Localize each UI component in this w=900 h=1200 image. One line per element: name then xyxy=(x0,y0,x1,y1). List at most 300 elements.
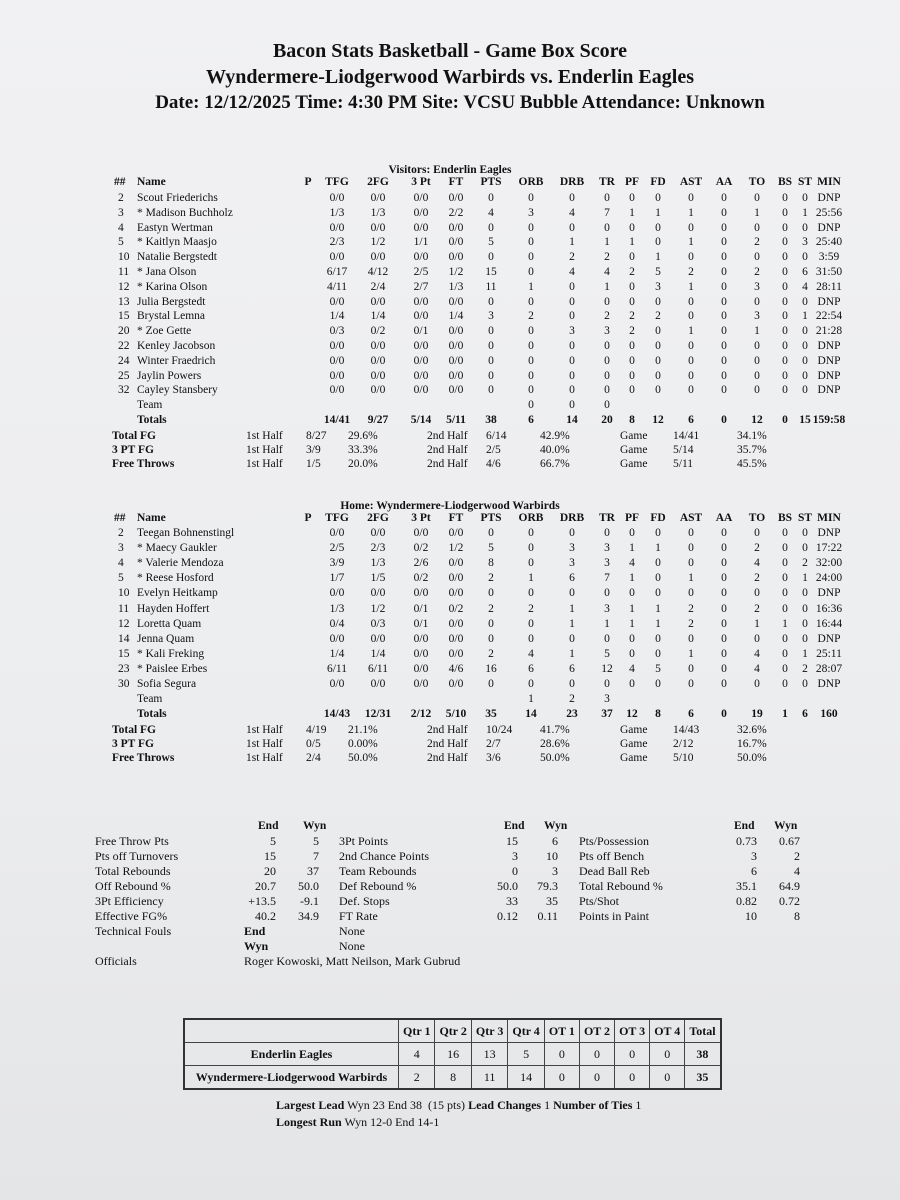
player-row xyxy=(0,542,900,556)
stat-cell: 2/5 xyxy=(413,266,429,278)
stat-cell: 1 xyxy=(655,542,661,555)
quarter-score: 2 xyxy=(399,1066,435,1090)
half-value: 1st Half xyxy=(246,724,283,737)
player-row xyxy=(0,648,900,662)
stat-cell: 0/0 xyxy=(413,354,429,367)
stat-cell: 0 xyxy=(488,527,494,539)
half-value: 10/24 xyxy=(486,724,513,737)
total-cell: 2/12 xyxy=(410,708,432,721)
stat-end: 3 xyxy=(512,849,518,863)
stat-cell: 0/2 xyxy=(448,602,464,615)
player-name: Cayley Stansbery xyxy=(137,384,218,397)
col-header: AST xyxy=(679,512,703,524)
report-title: Bacon Stats Basketball - Game Box Score xyxy=(272,40,628,62)
stat-cell: 0/0 xyxy=(413,647,429,660)
total-cell: 37 xyxy=(601,708,613,721)
stat-cell: 0 xyxy=(688,369,694,382)
total-cell: 12 xyxy=(652,414,664,426)
stat-cell: 8 xyxy=(488,557,494,570)
quarter-score-table xyxy=(183,1018,722,1090)
stat-cell: 0 xyxy=(629,340,635,352)
stat-cell: 1 xyxy=(569,647,575,660)
stat-cell: 0/0 xyxy=(329,384,345,397)
half-value: 20.0% xyxy=(348,458,378,470)
stat-cell: 0 xyxy=(604,384,610,397)
stat-cell: 0 xyxy=(528,399,534,412)
stat-wyn: 0.67 xyxy=(779,834,800,848)
stat-cell: 0 xyxy=(528,221,534,234)
stat-cell: 0 xyxy=(604,221,610,234)
player-number: 4 xyxy=(118,221,124,234)
stat-cell: 0 xyxy=(655,384,661,397)
quarter-row-wyndermere xyxy=(184,1066,721,1090)
stat-cell: 0/0 xyxy=(370,295,386,308)
stat-cell: 0/0 xyxy=(370,221,386,234)
col-header: P xyxy=(304,512,312,524)
stat-cell: DNP xyxy=(817,354,841,367)
stat-cell: 0/0 xyxy=(370,678,386,690)
half-value: 2nd Half xyxy=(427,752,468,765)
stat-cell: 0 xyxy=(569,587,575,600)
col-header: TFG xyxy=(325,512,349,524)
stat-cell: 6 xyxy=(569,662,575,675)
half-value: 1st Half xyxy=(246,738,283,751)
stat-cell: 2/3 xyxy=(370,542,386,555)
stat-cell: 0/0 xyxy=(413,632,429,645)
stat-cell: 0 xyxy=(629,632,635,645)
stat-cell: 0 xyxy=(754,295,760,308)
player-row xyxy=(0,207,900,221)
largest-lead-label: Largest Lead xyxy=(276,1098,345,1112)
stat-cell: 0 xyxy=(528,557,534,570)
wyn-header: Wyn xyxy=(774,820,798,832)
stat-cell: 0 xyxy=(688,527,694,539)
stat-cell: 0 xyxy=(655,236,661,249)
stat-cell: 1 xyxy=(629,602,635,615)
col-header: 3 Pt xyxy=(411,512,431,524)
stat-cell: 0 xyxy=(688,221,694,234)
stat-cell: 0 xyxy=(569,354,575,367)
stat-cell: 0/2 xyxy=(413,542,429,555)
player-row xyxy=(0,618,900,632)
stat-cell: 0/0 xyxy=(413,192,429,204)
col-header: PTS xyxy=(480,512,502,524)
stat-cell: 3 xyxy=(569,557,575,570)
stat-cell: 0 xyxy=(802,602,808,615)
stat-cell: 5 xyxy=(604,647,610,660)
stat-cell: 1 xyxy=(782,617,788,630)
stat-cell: 1/1 xyxy=(413,236,429,249)
stat-cell: 0 xyxy=(688,310,694,323)
stat-cell: 5 xyxy=(488,542,494,555)
col-header: AA xyxy=(715,512,733,524)
stat-label: Total Rebound % xyxy=(579,879,663,893)
stat-cell: 0 xyxy=(604,632,610,645)
stat-cell: 2 xyxy=(629,266,635,278)
stat-cell: 17:22 xyxy=(815,542,843,555)
stat-cell: 1 xyxy=(754,617,760,630)
stat-cell: 0/0 xyxy=(329,354,345,367)
stat-label: Pts/Shot xyxy=(579,894,620,908)
stat-cell: 0 xyxy=(782,221,788,234)
stat-cell: 0 xyxy=(488,384,494,397)
team-stat-row xyxy=(0,834,900,848)
stat-cell: 0 xyxy=(802,632,808,645)
stat-cell: 0 xyxy=(604,295,610,308)
player-number: 11 xyxy=(118,602,130,615)
stat-wyn: 7 xyxy=(313,849,319,863)
stat-cell: 3:59 xyxy=(818,251,840,264)
stat-cell: 0/0 xyxy=(370,192,386,204)
stat-cell: 0 xyxy=(802,325,808,338)
stat-cell: 1 xyxy=(604,617,610,630)
half-value: 2/5 xyxy=(486,444,501,456)
col-header: ORB xyxy=(518,512,544,524)
stat-cell: 0/2 xyxy=(370,325,386,338)
player-number: 23 xyxy=(118,662,130,675)
player-number: 12 xyxy=(118,280,130,293)
total-cell: 6 xyxy=(688,708,694,721)
stat-cell: 1/4 xyxy=(329,647,345,660)
col-header: ST xyxy=(797,176,813,188)
stat-cell: 0 xyxy=(655,557,661,570)
half-value: 28.6% xyxy=(540,738,570,751)
stat-cell: 1 xyxy=(754,206,760,219)
stat-cell: 0/0 xyxy=(413,662,429,675)
stat-cell: 0 xyxy=(488,678,494,690)
stat-cell: 1 xyxy=(688,206,694,219)
team-stats-header xyxy=(0,820,900,834)
stat-cell: 0 xyxy=(721,602,727,615)
stat-cell: 0/0 xyxy=(329,527,345,539)
technical-label: Technical Fouls xyxy=(95,924,172,938)
stat-cell: 1/2 xyxy=(370,236,386,249)
stat-cell: 0 xyxy=(528,192,534,204)
quarter-header-row xyxy=(184,1019,721,1043)
total-cell: 23 xyxy=(566,708,578,721)
stat-cell: 0 xyxy=(655,369,661,382)
technical-value: None xyxy=(339,939,365,953)
stat-cell: 1 xyxy=(604,280,610,293)
stat-cell: 2 xyxy=(688,617,694,630)
longest-run-label: Longest Run xyxy=(276,1115,342,1129)
stat-cell: 0/0 xyxy=(413,384,429,397)
stat-cell: 0 xyxy=(782,527,788,539)
stat-cell: 0/0 xyxy=(413,206,429,219)
stat-cell: 0/0 xyxy=(448,354,464,367)
stat-cell: 2 xyxy=(802,662,808,675)
half-value: 2nd Half xyxy=(427,738,468,751)
stat-cell: 0 xyxy=(802,192,808,204)
stat-cell: 0 xyxy=(488,354,494,367)
stat-cell: 0 xyxy=(721,542,727,555)
stat-cell: 0/0 xyxy=(448,587,464,600)
player-row xyxy=(0,192,900,206)
qtr-header: OT 4 xyxy=(650,1019,685,1043)
stat-cell: 0 xyxy=(569,632,575,645)
stat-cell: 0 xyxy=(655,572,661,585)
player-number: 10 xyxy=(118,251,130,264)
stat-wyn: 6 xyxy=(552,834,558,848)
stat-cell: 0/0 xyxy=(370,384,386,397)
stat-cell: 0 xyxy=(629,647,635,660)
stat-cell: 7 xyxy=(604,572,610,585)
stat-cell: 0 xyxy=(754,678,760,690)
stat-cell: 1 xyxy=(528,572,534,585)
ties-value: 1 xyxy=(635,1098,642,1112)
stat-cell: 1 xyxy=(528,693,534,706)
stat-cell: 0 xyxy=(721,325,727,338)
stat-cell: 0/0 xyxy=(329,587,345,600)
stat-wyn: 3 xyxy=(552,864,558,878)
qtr-header: OT 2 xyxy=(579,1019,614,1043)
col-header: 2FG xyxy=(367,512,389,524)
stat-cell: 0 xyxy=(604,369,610,382)
stat-cell: 1/7 xyxy=(329,572,345,585)
stat-end: 15 xyxy=(506,834,518,848)
lead-changes-value: 1 xyxy=(544,1098,551,1112)
stat-cell: 0/1 xyxy=(413,325,429,338)
total-cell: 8 xyxy=(629,414,635,426)
stat-cell: 0 xyxy=(528,340,534,352)
stat-cell: 0 xyxy=(802,527,808,539)
player-number: 3 xyxy=(118,542,124,555)
stat-label: 3Pt Efficiency xyxy=(95,894,164,908)
team-label: Team xyxy=(137,693,163,706)
half-value: 3/9 xyxy=(306,444,321,456)
stat-cell: 0 xyxy=(688,662,694,675)
stat-cell: 0/0 xyxy=(370,369,386,382)
stat-cell: 0 xyxy=(488,340,494,352)
player-number: 25 xyxy=(118,369,130,382)
player-name: Julia Bergstedt xyxy=(137,295,206,308)
stat-label: 2nd Chance Points xyxy=(339,849,429,863)
stat-cell: 0/0 xyxy=(329,192,345,204)
stat-cell: 3 xyxy=(569,542,575,555)
player-row xyxy=(0,633,900,647)
col-header: TR xyxy=(599,176,615,188)
stat-cell: 28:07 xyxy=(815,662,843,675)
quarter-score: 8 xyxy=(435,1066,471,1090)
stat-cell: 0 xyxy=(488,587,494,600)
stat-wyn: 0.72 xyxy=(779,894,800,908)
stat-cell: 1/4 xyxy=(370,310,386,323)
stat-cell: 0/0 xyxy=(329,632,345,645)
stat-cell: 0 xyxy=(655,221,661,234)
player-row xyxy=(0,370,900,384)
stat-cell: 31:50 xyxy=(815,266,843,278)
stat-cell: 1/4 xyxy=(448,310,464,323)
stat-cell: 2 xyxy=(488,602,494,615)
col-header: P xyxy=(304,176,312,188)
stat-end: 20 xyxy=(264,864,276,878)
stat-cell: 2 xyxy=(569,251,575,264)
stat-cell: 0 xyxy=(721,354,727,367)
quarter-score: 4 xyxy=(399,1043,435,1066)
half-value: Game xyxy=(620,458,648,470)
half-value: 1/5 xyxy=(306,458,321,470)
player-name: Teegan Bohnenstingl xyxy=(137,527,235,539)
stat-cell: 0 xyxy=(569,280,575,293)
col-header: TO xyxy=(748,176,766,188)
col-header: FD xyxy=(650,176,666,188)
stat-cell: 12 xyxy=(601,662,613,675)
stat-cell: 0 xyxy=(721,221,727,234)
stat-cell: 1 xyxy=(569,602,575,615)
stat-cell: 0 xyxy=(754,221,760,234)
stat-cell: 0 xyxy=(528,617,534,630)
stat-cell: 1 xyxy=(688,572,694,585)
stat-cell: 2 xyxy=(688,602,694,615)
stat-end: 0 xyxy=(512,864,518,878)
stat-wyn: -9.1 xyxy=(300,894,319,908)
stat-cell: 0 xyxy=(528,354,534,367)
stat-cell: 0 xyxy=(688,340,694,352)
stat-cell: 0/1 xyxy=(413,602,429,615)
stat-cell: 0 xyxy=(754,192,760,204)
stat-cell: 4 xyxy=(802,280,808,293)
total-cell: 12/31 xyxy=(364,708,392,721)
player-name: Scout Friederichs xyxy=(137,192,218,204)
stat-cell: 0 xyxy=(528,295,534,308)
stat-cell: 0 xyxy=(688,354,694,367)
stat-cell: 1 xyxy=(802,310,808,323)
player-name: * Valerie Mendoza xyxy=(137,557,224,570)
stat-wyn: 4 xyxy=(794,864,800,878)
player-row xyxy=(0,236,900,250)
player-name: Evelyn Heitkamp xyxy=(137,587,218,600)
stat-end: 33 xyxy=(506,894,518,908)
end-header: End xyxy=(734,820,755,832)
stat-cell: 1 xyxy=(655,251,661,264)
stat-cell: 0 xyxy=(721,557,727,570)
total-cell: 159:58 xyxy=(812,414,846,426)
half-value: 2nd Half xyxy=(427,724,468,737)
quarter-score: 5 xyxy=(508,1043,544,1066)
stat-cell: 0 xyxy=(754,527,760,539)
player-row xyxy=(0,355,900,369)
stat-end: 15 xyxy=(264,849,276,863)
total-cell: 0 xyxy=(721,708,727,721)
team-row xyxy=(0,399,900,413)
quarter-score: 0 xyxy=(544,1066,579,1090)
stat-cell: 0 xyxy=(721,369,727,382)
quarter-total: 38 xyxy=(685,1043,721,1066)
stat-cell: 0 xyxy=(528,678,534,690)
col-header: PTS xyxy=(480,176,502,188)
half-value: 5/10 xyxy=(673,752,694,765)
stat-cell: 0 xyxy=(782,266,788,278)
stat-cell: 0 xyxy=(782,587,788,600)
stat-cell: 1 xyxy=(802,647,808,660)
stat-cell: 0 xyxy=(569,192,575,204)
stat-cell: 0 xyxy=(721,617,727,630)
half-value: 29.6% xyxy=(348,430,378,442)
stat-cell: 0/0 xyxy=(370,251,386,264)
stat-cell: 3 xyxy=(655,280,661,293)
stat-cell: 1 xyxy=(655,602,661,615)
stat-cell: 0/0 xyxy=(448,192,464,204)
stat-cell: 0 xyxy=(754,340,760,352)
stat-cell: 2 xyxy=(528,310,534,323)
stat-cell: 0/0 xyxy=(448,384,464,397)
stat-cell: 0 xyxy=(782,325,788,338)
quarter-score: 0 xyxy=(650,1043,685,1066)
stat-cell: 0 xyxy=(721,340,727,352)
stat-cell: 0 xyxy=(604,340,610,352)
stat-cell: 0 xyxy=(629,384,635,397)
stat-wyn: 35 xyxy=(546,894,558,908)
stat-cell: 0 xyxy=(629,192,635,204)
col-header: DRB xyxy=(559,512,585,524)
half-value: 1st Half xyxy=(246,430,283,442)
technical-value: None xyxy=(339,924,365,938)
stat-cell: 1 xyxy=(655,617,661,630)
stat-cell: 0/0 xyxy=(448,617,464,630)
half-value: 2/7 xyxy=(486,738,501,751)
stat-end: 0.82 xyxy=(736,894,757,908)
stat-cell: 0 xyxy=(782,340,788,352)
stat-cell: 0 xyxy=(782,662,788,675)
stat-cell: 3 xyxy=(488,310,494,323)
stat-cell: 0 xyxy=(488,192,494,204)
player-name: Loretta Quam xyxy=(137,617,202,630)
player-row xyxy=(0,557,900,571)
stat-cell: 6 xyxy=(802,266,808,278)
quarter-score: 16 xyxy=(435,1043,471,1066)
player-row xyxy=(0,587,900,601)
stat-cell: 1/4 xyxy=(370,647,386,660)
stat-cell: 0 xyxy=(629,221,635,234)
stat-cell: 0 xyxy=(629,354,635,367)
stat-cell: 2 xyxy=(655,310,661,323)
player-row xyxy=(0,384,900,398)
stat-cell: 1/4 xyxy=(329,310,345,323)
stat-cell: 2 xyxy=(604,251,610,264)
player-name: Winter Fraedrich xyxy=(137,354,216,367)
half-value: Game xyxy=(620,444,648,456)
stat-cell: 0 xyxy=(629,295,635,308)
stat-cell: 2 xyxy=(629,310,635,323)
stat-cell: 0 xyxy=(754,587,760,600)
stat-cell: 1 xyxy=(528,280,534,293)
half-label: Free Throws xyxy=(112,752,175,765)
player-row xyxy=(0,572,900,586)
matchup-title: Wyndermere-Liodgerwood Warbirds vs. Enderlin Eagles xyxy=(206,66,694,88)
stat-end: 0.73 xyxy=(736,834,757,848)
stat-cell: 0/0 xyxy=(370,587,386,600)
stat-cell: 1 xyxy=(655,206,661,219)
qtr-header: OT 3 xyxy=(615,1019,650,1043)
qtr-header: Qtr 3 xyxy=(471,1019,507,1043)
stat-cell: 3 xyxy=(604,557,610,570)
total-cell: 6 xyxy=(528,414,534,426)
col-header: FT xyxy=(448,512,464,524)
total-cell: 35 xyxy=(485,708,497,721)
col-header: PF xyxy=(624,176,640,188)
player-row xyxy=(0,527,900,541)
quarter-team-name: Enderlin Eagles xyxy=(184,1043,399,1066)
qtr-header: Qtr 1 xyxy=(399,1019,435,1043)
player-number: 15 xyxy=(118,310,130,323)
stat-cell: 0 xyxy=(782,310,788,323)
stat-cell: 0 xyxy=(569,678,575,690)
stat-cell: 0 xyxy=(782,557,788,570)
stat-cell: 1 xyxy=(688,280,694,293)
stat-cell: 0 xyxy=(629,280,635,293)
col-header: TR xyxy=(599,512,615,524)
player-row xyxy=(0,251,900,265)
